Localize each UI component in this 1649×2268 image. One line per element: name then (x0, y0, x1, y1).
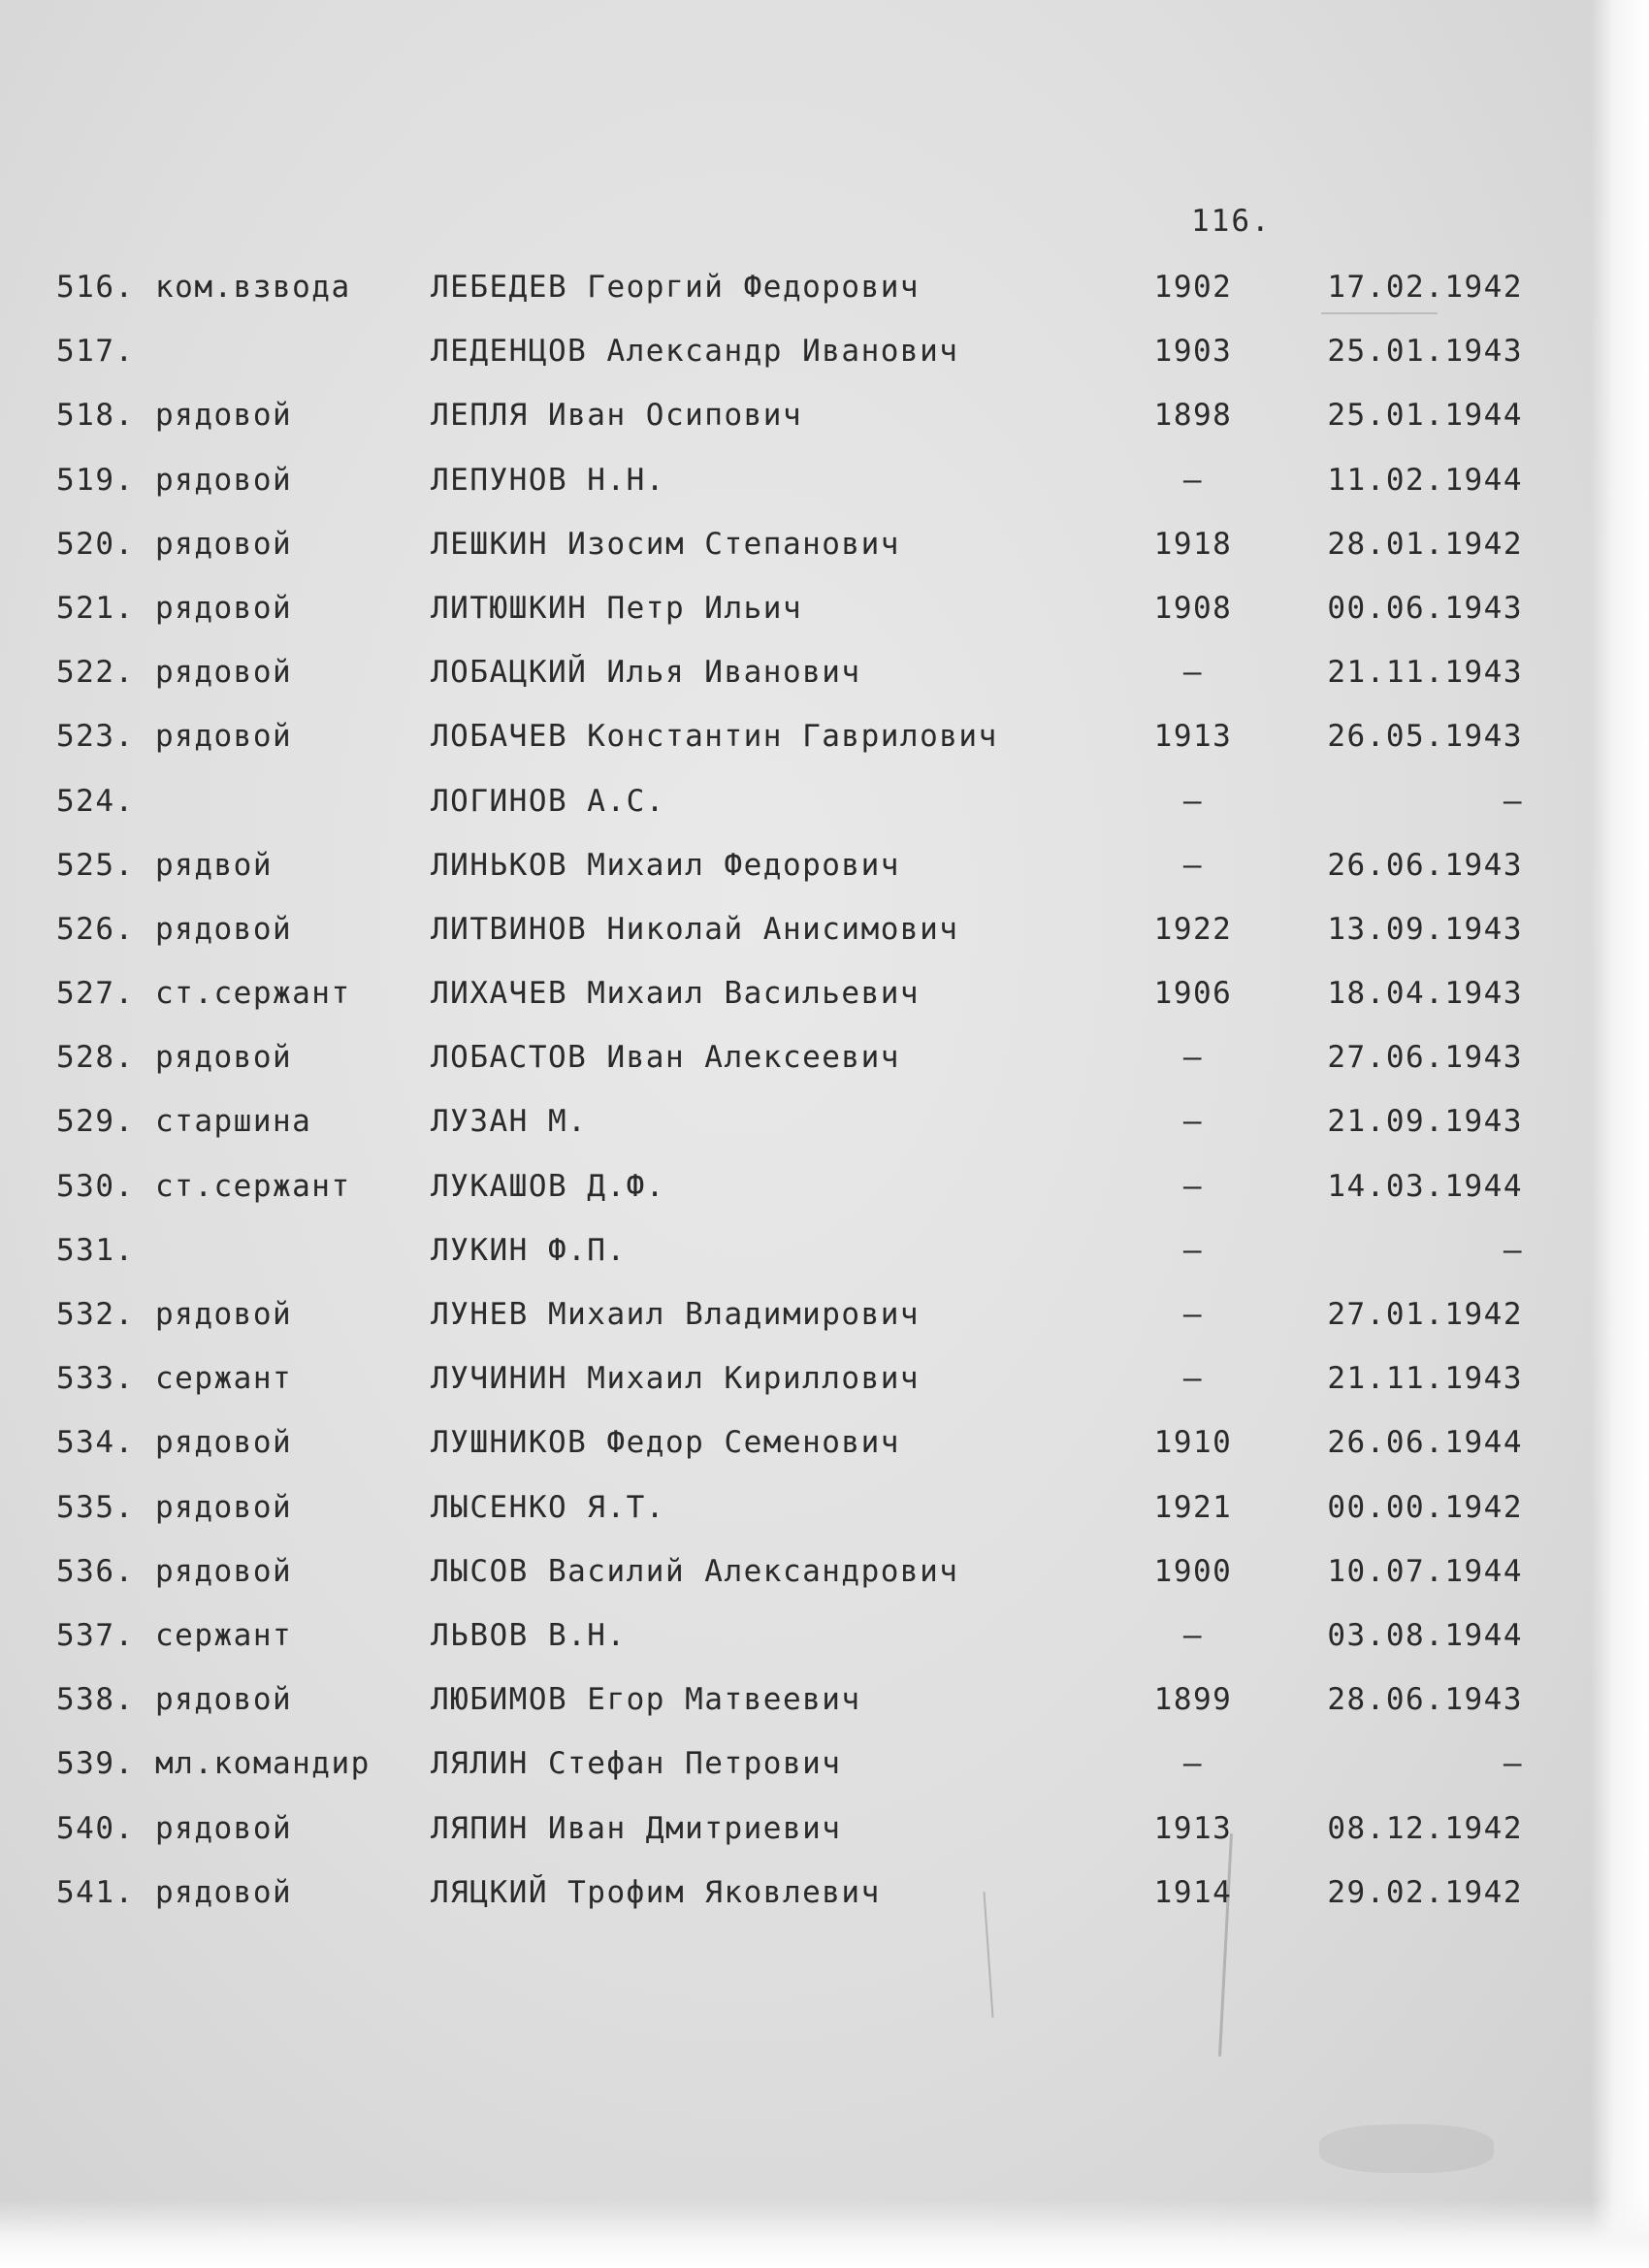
entry-date: 29.02.1942 (1327, 1874, 1523, 1910)
entry-name: ЛЫСЕНКО Я.Т. (431, 1489, 665, 1525)
entry-date: 03.08.1944 (1327, 1617, 1523, 1653)
entry-birth-year: 1913 (1153, 719, 1233, 755)
entry-name: ЛЯПИН Иван Дмитриевич (431, 1810, 842, 1846)
list-item (0, 1552, 1649, 1616)
entry-date: 27.06.1943 (1327, 1040, 1523, 1076)
entry-rank: рядовой (155, 526, 293, 562)
entry-rank: ст.сержант (155, 1168, 351, 1204)
entry-date: 25.01.1943 (1327, 334, 1523, 370)
entry-number: 525. (56, 847, 135, 883)
entry-date: 18.04.1943 (1327, 976, 1523, 1012)
entry-rank: рядовой (155, 911, 293, 947)
page-number: 116. (1191, 204, 1272, 239)
entry-rank: рядовой (155, 719, 293, 755)
list-item (0, 1873, 1649, 1937)
list-item (0, 1359, 1649, 1423)
entry-name: ЛОГИНОВ А.С. (431, 783, 665, 819)
entry-rank: рядовой (155, 1425, 293, 1461)
entry-name: ЛЬВОВ В.Н. (431, 1617, 627, 1653)
entry-name: ЛИТВИНОВ Николай Анисимович (431, 911, 959, 947)
entry-number: 534. (56, 1425, 135, 1461)
entry-name: ЛЕПЛЯ Иван Осипович (431, 398, 803, 434)
entry-number: 530. (56, 1168, 135, 1204)
entry-birth-year: 1903 (1153, 334, 1233, 370)
entry-birth-year: 1921 (1153, 1489, 1233, 1525)
entry-birth-year: 1898 (1153, 398, 1233, 434)
entry-number: 540. (56, 1810, 135, 1846)
list-item (0, 1423, 1649, 1487)
entry-number: 531. (56, 1232, 135, 1268)
entry-rank: рядовой (155, 1489, 293, 1525)
entry-date: 14.03.1944 (1327, 1168, 1523, 1204)
entry-birth-year: – (1182, 1168, 1204, 1204)
entry-birth-year: – (1182, 783, 1204, 819)
entry-number: 516. (56, 270, 135, 305)
entry-birth-year: – (1182, 462, 1204, 498)
entry-birth-year: – (1182, 1104, 1204, 1140)
entry-number: 527. (56, 976, 135, 1012)
entry-rank: рядвой (155, 847, 273, 883)
entry-rank: рядовой (155, 398, 293, 434)
entry-number: 537. (56, 1617, 135, 1653)
entry-rank: ком.взвода (155, 270, 351, 305)
list-item (0, 1616, 1649, 1680)
list-item (0, 1488, 1649, 1552)
list-item (0, 653, 1649, 717)
entry-birth-year: – (1182, 1040, 1204, 1076)
scan-mark (1319, 2124, 1494, 2173)
entry-birth-year: – (1182, 1361, 1204, 1397)
entry-name: ЛЮБИМОВ Егор Матвеевич (431, 1682, 861, 1718)
entry-birth-year: 1914 (1153, 1874, 1233, 1910)
entry-name: ЛИХАЧЕВ Михаил Васильевич (431, 976, 921, 1012)
entry-date: 28.01.1942 (1327, 526, 1523, 562)
entry-name: ЛУЧИНИН Михаил Кириллович (431, 1361, 921, 1397)
entry-number: 524. (56, 783, 135, 819)
entry-rank: рядовой (155, 1553, 293, 1589)
entry-rank: рядовой (155, 590, 293, 626)
entry-birth-year: 1900 (1153, 1553, 1233, 1589)
list-item (0, 1809, 1649, 1873)
entry-name: ЛЯЦКИЙ Трофим Яковлевич (431, 1874, 881, 1910)
entry-rank: рядовой (155, 1682, 293, 1718)
entry-number: 528. (56, 1040, 135, 1076)
entry-name: ЛОБАЦКИЙ Илья Иванович (431, 655, 861, 691)
entry-rank: сержант (155, 1361, 293, 1397)
entry-birth-year: – (1182, 1297, 1204, 1332)
entry-birth-year: 1910 (1153, 1425, 1233, 1461)
entry-name: ЛЕШКИН Изосим Степанович (431, 526, 900, 562)
list-item (0, 525, 1649, 589)
entry-name: ЛУШНИКОВ Федор Семенович (431, 1425, 900, 1461)
entry-date: 28.06.1943 (1327, 1682, 1523, 1718)
entry-number: 517. (56, 334, 135, 370)
list-item (0, 1295, 1649, 1359)
entry-name: ЛЫСОВ Василий Александрович (431, 1553, 959, 1589)
entry-name: ЛЕДЕНЦОВ Александр Иванович (431, 334, 959, 370)
entry-name: ЛИТЮШКИН Петр Ильич (431, 590, 803, 626)
list-item (0, 1102, 1649, 1166)
entry-name: ЛУКИН Ф.П. (431, 1232, 627, 1268)
entry-number: 539. (56, 1746, 135, 1782)
list-item (0, 589, 1649, 653)
entry-birth-year: – (1182, 1232, 1204, 1268)
list-item (0, 1680, 1649, 1744)
list-item (0, 910, 1649, 974)
entry-birth-year: – (1182, 847, 1204, 883)
entry-birth-year: 1902 (1153, 270, 1233, 305)
entry-number: 533. (56, 1361, 135, 1397)
entry-number: 521. (56, 590, 135, 626)
entry-date: – (1503, 783, 1523, 819)
list-item (0, 1167, 1649, 1231)
entry-name: ЛУНЕВ Михаил Владимирович (431, 1297, 921, 1332)
entry-date: 08.12.1942 (1327, 1810, 1523, 1846)
entry-rank: сержант (155, 1617, 293, 1653)
list-item (0, 782, 1649, 846)
entry-date: 26.05.1943 (1327, 719, 1523, 755)
entry-birth-year: – (1182, 1746, 1204, 1782)
entry-date: 27.01.1942 (1327, 1297, 1523, 1332)
entry-number: 532. (56, 1297, 135, 1332)
entry-rank: мл.командир (155, 1746, 371, 1782)
entry-date: 26.06.1944 (1327, 1425, 1523, 1461)
entry-rank: рядовой (155, 1810, 293, 1846)
entry-date: 00.06.1943 (1327, 590, 1523, 626)
list-item (0, 461, 1649, 525)
entry-date: 21.09.1943 (1327, 1104, 1523, 1140)
entry-number: 529. (56, 1104, 135, 1140)
entry-birth-year: 1913 (1153, 1810, 1233, 1846)
list-item (0, 1038, 1649, 1102)
entry-number: 519. (56, 462, 135, 498)
entry-birth-year: – (1182, 1617, 1204, 1653)
list-item (0, 974, 1649, 1038)
entry-rank: рядовой (155, 1297, 293, 1332)
entry-name: ЛУЗАН М. (431, 1104, 588, 1140)
entry-name: ЛИНЬКОВ Михаил Федорович (431, 847, 900, 883)
entry-date: 26.06.1943 (1327, 847, 1523, 883)
entry-number: 538. (56, 1682, 135, 1718)
roster-list (0, 268, 1649, 1937)
entry-rank: рядовой (155, 1874, 293, 1910)
entry-birth-year: 1908 (1153, 590, 1233, 626)
entry-date: 13.09.1943 (1327, 911, 1523, 947)
entry-birth-year: 1922 (1153, 911, 1233, 947)
list-item (0, 332, 1649, 396)
entry-name: ЛУКАШОВ Д.Ф. (431, 1168, 665, 1204)
entry-birth-year: 1906 (1153, 976, 1233, 1012)
entry-number: 522. (56, 655, 135, 691)
entry-number: 523. (56, 719, 135, 755)
entry-birth-year: 1918 (1153, 526, 1233, 562)
entry-birth-year: – (1182, 655, 1204, 691)
entry-rank: ст.сержант (155, 976, 351, 1012)
entry-date: 17.02.1942 (1327, 270, 1523, 305)
entry-date: 10.07.1944 (1327, 1553, 1523, 1589)
entry-name: ЛОБАЧЕВ Константин Гаврилович (431, 719, 998, 755)
entry-number: 526. (56, 911, 135, 947)
entry-name: ЛЕБЕДЕВ Георгий Федорович (431, 270, 921, 305)
entry-date: 11.02.1944 (1327, 462, 1523, 498)
entry-name: ЛЯЛИН Стефан Петрович (431, 1746, 842, 1782)
list-item (0, 396, 1649, 460)
entry-birth-year: 1899 (1153, 1682, 1233, 1718)
entry-name: ЛОБАСТОВ Иван Алексеевич (431, 1040, 900, 1076)
entry-number: 541. (56, 1874, 135, 1910)
list-item (0, 717, 1649, 781)
entry-rank: рядовой (155, 1040, 293, 1076)
paper-edge-bottom (0, 2200, 1649, 2268)
entry-date: 00.00.1942 (1327, 1489, 1523, 1525)
entry-number: 536. (56, 1553, 135, 1589)
entry-date: 21.11.1943 (1327, 655, 1523, 691)
entry-number: 520. (56, 526, 135, 562)
entry-rank: старшина (155, 1104, 312, 1140)
entry-name: ЛЕПУНОВ Н.Н. (431, 462, 665, 498)
entry-date: 21.11.1943 (1327, 1361, 1523, 1397)
list-item (0, 846, 1649, 910)
entry-number: 535. (56, 1489, 135, 1525)
entry-date: – (1503, 1232, 1523, 1268)
list-item (0, 268, 1649, 332)
entry-rank: рядовой (155, 655, 293, 691)
entry-rank: рядовой (155, 462, 293, 498)
entry-date: 25.01.1944 (1327, 398, 1523, 434)
list-item (0, 1744, 1649, 1808)
entry-number: 518. (56, 398, 135, 434)
entry-date: – (1503, 1746, 1523, 1782)
list-item (0, 1231, 1649, 1295)
